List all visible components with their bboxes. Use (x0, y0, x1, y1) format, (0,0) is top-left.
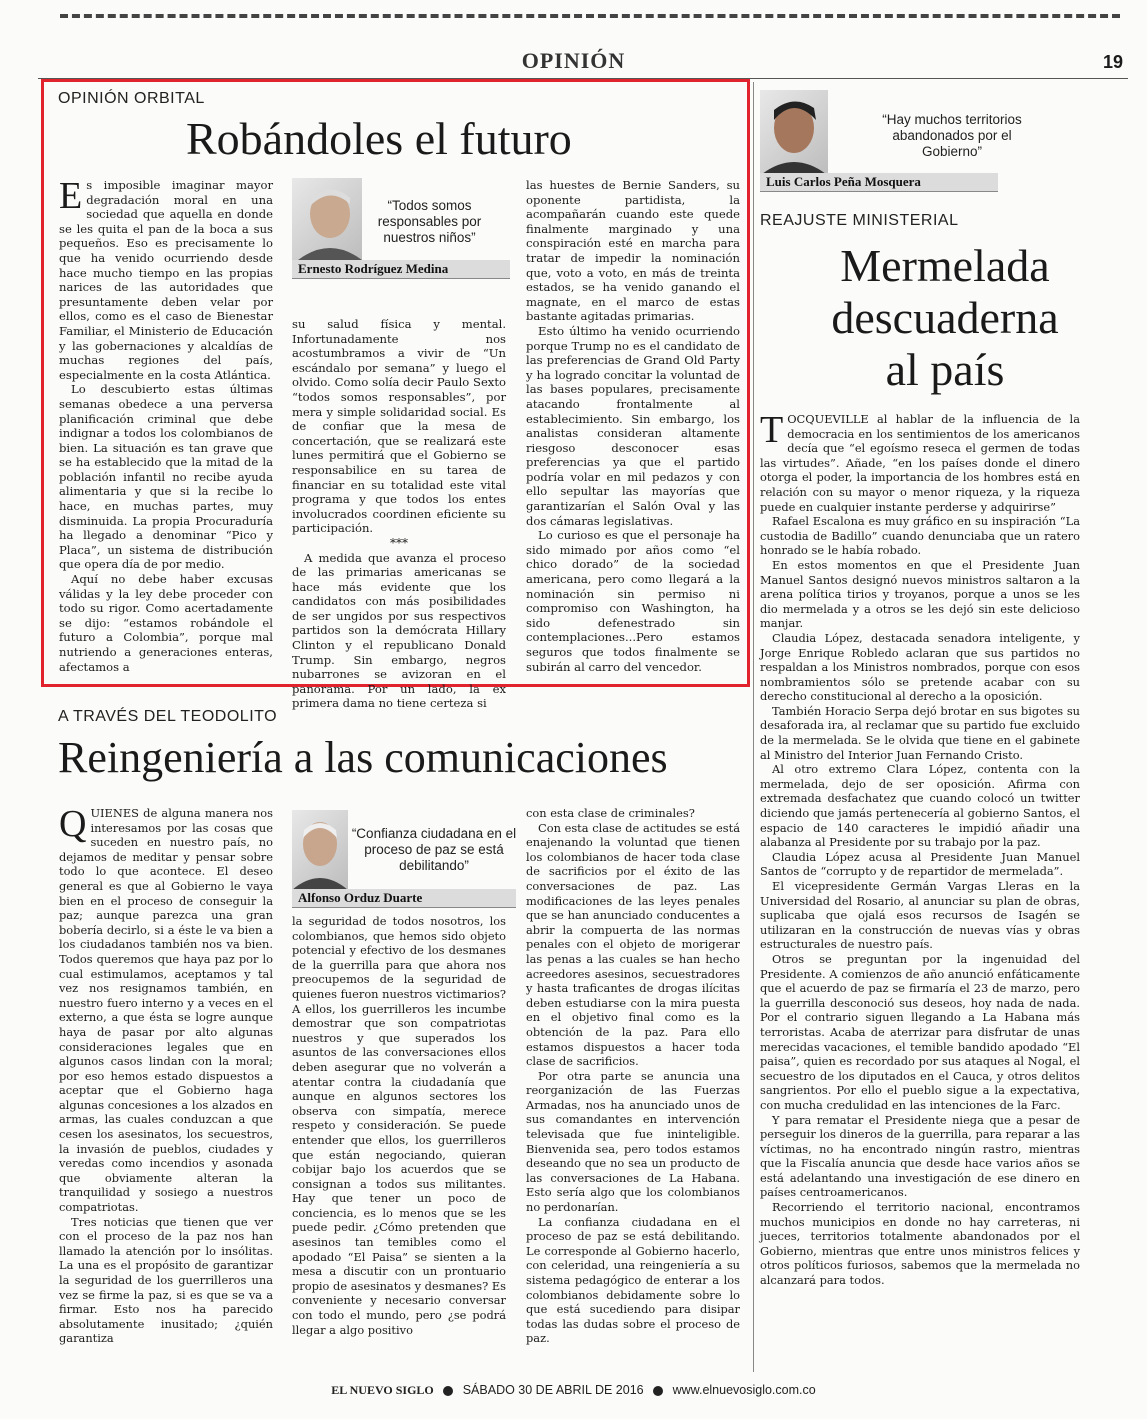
article2-headline-line: descuaderna (831, 292, 1059, 343)
article1-paragraph: Aquí no debe haber excusas válidas y la ley debe proceder con todo su rigor. Como acertadamente se dijo: “estamos robándole el futuro a Colombia”, porque mal nutriendo a generaciones enteras, afectamos a (59, 572, 273, 674)
article3-pullquote: “Confianza ciudadana en el proceso de paz se está debilitando” (351, 826, 517, 873)
bullet-icon (653, 1386, 663, 1396)
article1-column-2 (292, 317, 506, 711)
article3-column-3 (526, 806, 740, 1346)
column-divider (753, 82, 754, 1372)
article1-byline: Ernesto Rodríguez Medina (292, 260, 510, 279)
author-photo-rodriguez (292, 178, 362, 260)
article2-headline-line: al país (885, 344, 1005, 395)
article3-paragraph: Por otra parte se anuncia una reorganización de las Fuerzas Armadas, nos ha anunciado unos de sus comandantes en intervención televisada que fue ininteligible. Bienvenida sea, pero todos estamos deseando que no sea un producto de las conversaciones de La Habana. Esto sería algo que los colombianos no perdonarían. (526, 1068, 740, 1215)
article2-headline (760, 240, 1130, 396)
portrait-icon (760, 90, 828, 174)
author-photo-pena (760, 90, 828, 174)
article2-paragraph: Claudia López acusa al Presidente Juan Manuel Santos de “corrupto y de repartidor de mermelada”. (760, 849, 1080, 879)
article1-paragraph: Esto último ha venido ocurriendo porque Trump no es el candidato de las preferencias de Grand Old Party y ha logrado concitar la voluntad de las bases populares, precisamente atacando frontalmente al establecimiento. Sin embargo, los analistas consideran altamente riesgoso desconocer esas preferencias ya que el partido podría volar en mil pedazos y con ello sepultar las mayorías que garantizarían el Salón Oval y las dos cámaras legislativas. (526, 323, 740, 528)
top-decorative-rule (60, 14, 1120, 18)
article3-paragraph: Con esta clase de actitudes se está enajenando la voluntad que tienen los colombianos de hacer toda clase de sacrificios por el éxito de las conversaciones de paz. Las modificaciones de las leyes penales que se han anunciado conducentes a abrir la compuerta de las normas penales con el objeto de morigerar las penas a las cuales se han hecho acreedores asesinos, secuestradores y hasta traficantes de drogas ilícitas deben estudiarse con la mira puesta en el objetivo final como es la obtención de la paz. Para ello estamos dispuestos a hacer toda clase de sacrificios. (526, 820, 740, 1069)
article3-kicker: A TRAVÉS DEL TEODOLITO (58, 708, 278, 725)
article1-separator: *** (390, 535, 408, 550)
article3-column-2 (292, 914, 506, 1337)
footer-url: www.elnuevosiglo.com.co (672, 1383, 816, 1397)
article1-paragraph: su salud física y mental. Infortunadamente nos acostumbramos a vivir de “Un escándalo por semana” y luego el olvido. Como solía decir Paulo Sexto “todos somos responsables”, por mera y simple solidaridad social. Es de confiar que la mesa de concertación, que se realizará este lunes permitirá que el Gobierno se responsabilice en su tarea de financiar en su totalidad este vital programa y que todos los entes involucrados coordinen eficiente su participación. (292, 317, 506, 536)
article2-pullquote: “Hay muchos territorios abandonados por el Gobierno” (882, 112, 1022, 159)
section-header: OPINIÓN (521, 48, 626, 73)
article1-paragraph: las huestes de Bernie Sanders, su oponente partidista, la acompañarán cuando este quede finalmente marginado y una conspiración esté en marcha para tratar de impedir la nominación que, voto a voto, en más de treinta estados, se ha venido ganando el magnate, en el marco de estas bastante agitadas primarias. (526, 178, 740, 324)
article2-byline: Luis Carlos Peña Mosquera (760, 173, 998, 192)
article3-column-1 (59, 803, 273, 1346)
article1-dropcap: E (59, 175, 83, 217)
article1-column-3 (526, 178, 740, 674)
page-number: 19 (1102, 52, 1123, 72)
article2-paragraph: Al otro extremo Clara López, contenta con la mermelada, dejo de ser oposición. Afirma con extremada desfachatez que cuando colocó un twitter diciendo que jamás pertenecería al gobierno Santos, el espacio de 140 caracteres le impidió añadir una alabanza al Presidente por su trabajo por la paz. (760, 762, 1080, 850)
bullet-icon (443, 1386, 453, 1396)
article3-dropcap: Q (59, 803, 87, 845)
article2-paragraph: También Horacio Serpa dejó brotar en sus bigotes su desaforada ira, al reclamar que su partido fue excluido de la mermelada. Se le olvida que tiene en el gabinete al Ministro del Interior Juan Fernando Cristo. (760, 703, 1080, 762)
article3-headline: Reingeniería a las comunicaciones (58, 733, 668, 782)
article3-paragraph: la seguridad de todos nosotros, los colombianos, que hemos sido objeto potencial y efectivo de los desmanes de la guerrilla para que ahora nos preocupemos de la seguridad de quienes fueron nuestros victimarios? A ellos, los guerrilleros les incumbe demostrar que son compatriotas nuestros y que superados los asuntos de las conversaciones ellos deben asegurar que no volverán a atentar contra la ciudadanía que aunque en algunos sectores los observa con simpatía, merece respeto y consideración. Se puede entender que ellos, los guerrilleros que están negociando, quieran cobijar bajo los acuerdos que se consignan a todos sus militantes. Hay que tener un poco de conciencia, es lo menos que se les puede pedir. ¿Cómo pretenden que asesinos tan temibles como el apodado “El Paisa” se sienten a la mesa a discutir con un prontuario propio de asesinatos y desmanes? Es conveniente y necesario conversar con todo el mundo, pero ¿se podrá llegar a algo positivo (292, 914, 506, 1337)
article1-pullquote: “Todos somos responsables por nuestros niños” (377, 198, 482, 245)
article2-kicker: REAJUSTE MINISTERIAL (760, 212, 959, 229)
article1-paragraph: A medida que avanza el proceso de las primarias americanas se hace más evidente que los candidatos con más posibilidades de ser ungidos por sus respectivos partidos son la demócrata Hillary Clinton y el republicano Donald Trump. Sin embargo, negros nubarrones se avizoran en el panorama. Por un lado, la ex primera dama no tiene certeza si (292, 550, 506, 711)
article1-paragraph: Lo descubierto estas últimas semanas obedece a una perversa planificación criminal que debe indignar a todos los colombianos de bien. La situación es tan grave que se ha establecido que la mitad de la población infantil no recibe ayuda alimentaria y que si la recibe lo hace, en muchas partes, muy disminuida. La propia Procuraduría ha llegado a denominar “Pico y Placa”, un sistema de distribución que opera día de por medio. (59, 382, 273, 572)
article2-paragraph: Rafael Escalona es muy gráfico en su inspiración “La custodia de Badillo” cuando denunciaba que un ratero honrado se le había robado. (760, 514, 1080, 558)
page-footer (0, 1383, 1147, 1398)
article1-column-1 (59, 175, 273, 674)
article3-paragraph: con esta clase de criminales? (526, 806, 695, 820)
article1-kicker: OPINIÓN ORBITAL (58, 90, 205, 107)
article1-paragraph: Lo curioso es que el personaje ha sido mimado por años como “el chico dorado” de la sociedad americana, pero como llegará a la nominación sin permiso ni compromiso con Washington, ha sido defenestrado sin contemplaciones...Pero estamos seguros que todos finalmente se subirán al carro del vencedor. (526, 528, 740, 674)
article2-paragraph: Claudia López, destacada senadora inteligente, y Jorge Enrique Robledo aclaran que sus partidos no respaldan a los Ministros nombrados, porque con esos nombramientos sólo se pretende acabar con su derecho constitucional al derecho a la oposición. (760, 630, 1080, 704)
portrait-icon (292, 810, 348, 890)
article2-paragraph: Otros se preguntan por la ingenuidad del Presidente. A comienzos de año anunció enfáticamente que el acuerdo de paz se firmaría el 23 de marzo, pero la guerrilla desconoció sus deseos, hoy nada de nada. Por el contrario siguen llegando a La Habana más terroristas. Acaba de aterrizar para disfrutar de unas merecidas vacaciones, el temible bandido apodado “El paisa”, quien es recordado por sus ataques al Nogal, el secuestro de los diputados en el Cauca, y otros delitos sangrientos. Por ello el pueblo sigue a la expectativa, con mucha credulidad en las intenciones de la Farc. (760, 951, 1080, 1112)
article1-headline: Robándoles el futuro (186, 113, 572, 164)
author-photo-orduz (292, 810, 348, 890)
article2-dropcap: T (760, 409, 784, 451)
article2-paragraph: En estos momentos en que el Presidente Juan Manuel Santos designó nuevos ministros saltaron a la arena política tirios y troyanos, porque a unos se les dio mermelada y a otros se les dejó sin este delicioso manjar. (760, 557, 1080, 631)
article2-paragraph: Recorriendo el territorio nacional, encontramos muchos municipios en donde no hay carreteras, ni jueces, territorios totalmente abandonados por el Gobierno, mientras que entre unos ministros felices y otros políticos furiosos, sabemos que la mermelada no alcanzará para todos. (760, 1200, 1080, 1288)
footer-brand: EL NUEVO SIGLO (331, 1383, 434, 1397)
article3-byline: Alfonso Orduz Duarte (292, 889, 516, 908)
article2-paragraph: Y para rematar el Presidente niega que a pesar de perseguir los dineros de la guerrilla, para reparar a las víctimas, no ha encontrado ningún rastro, mientras que la Fiscalía anuncia que desde hace varios años se está adelantando una investigación de ese dinero en países centroamericanos. (760, 1112, 1080, 1200)
article2-paragraph: El vicepresidente Germán Vargas Lleras en la Universidad del Rosario, al anunciar su plan de obras, suplicaba que ojalá esos recursos de Isagén se utilizaran en la construcción de nuevas vías y obras estructurales de nuestro país. (760, 879, 1080, 952)
article3-paragraph: Tres noticias que tienen que ver con el proceso de la paz nos han llamado la atención por lo insólitas. La una es el propósito de garantizar la seguridad de los guerrilleros una vez se firme la paz, si es que se va a firmar. Esto nos ha parecido absolutamente inusitado; ¿quién garantiza (59, 1214, 273, 1346)
article2-headline-line: Mermelada (840, 240, 1050, 291)
article2-paragraph: OCQUEVILLE al hablar de la influencia de la democracia en los sentimientos de los americanos decía que “el egoísmo reseca el germen de todas las virtudes”. Añade, “en los países donde el dinero otorga el poder, la importancia de los hombres está en relación con su mayor o menor riqueza, y la riqueza puede en cualquier instante perderse y adquirirse” (760, 412, 1080, 514)
footer-date: SÁBADO 30 DE ABRIL DE 2016 (462, 1383, 644, 1397)
article3-paragraph: La confianza ciudadana en el proceso de paz se está debilitando. Le corresponde al Gobierno hacerlo, con celeridad, una reingeniería a su sistema pedagógico de enterar a los colombianos debidamente sobre lo que está sucediendo para disipar todas las dudas sobre el proceso de paz. (526, 1214, 740, 1346)
portrait-icon (292, 178, 362, 260)
article1-paragraph: s imposible imaginar mayor degradación moral en una sociedad que aquella en donde se les quita el pan de la boca a sus pequeños. Eso es precisamente lo que ha venido ocurriendo desde hace mucho tiempo en las propias narices de las autoridades que presuntamente deben velar por ellos, como es el caso de Bienestar Familiar, el Ministerio de Educación y las gobernaciones y alcaldías de muchas regiones del país, especialmente en la costa Atlántica. (59, 178, 273, 382)
article3-paragraph: UIENES de alguna manera nos interesamos por las cosas que suceden en nuestro país, no dejamos de meditar y pensar sobre todo lo que acontece. El deseo general es que al Gobierno le vaya bien en el proceso de conseguir la paz; aunque parezca una gran bobería decirlo, si a éste le va bien a los ciudadanos también nos va bien. Todos queremos que haya paz por lo cual estimulamos, aceptamos y tal vez nos resignamos también, en nuestro fuero interno y a veces en el externo, a que ésta se logre aunque haya de pasar por alto algunas consideraciones legales que en algunos casos lindan con la moral; por eso hemos estado dispuestos a aceptar que el Gobierno haga algunas concesiones a los alzados en armas, las cuales conduzcan a que cesen los asesinatos, los secuestros, la invasión de pueblos, ciudades y veredas como incendios y asonada que obviamente alteran la tranquilidad y sosiego a nuestros compatriotas. (59, 806, 273, 1215)
article2-body (760, 409, 1080, 1288)
